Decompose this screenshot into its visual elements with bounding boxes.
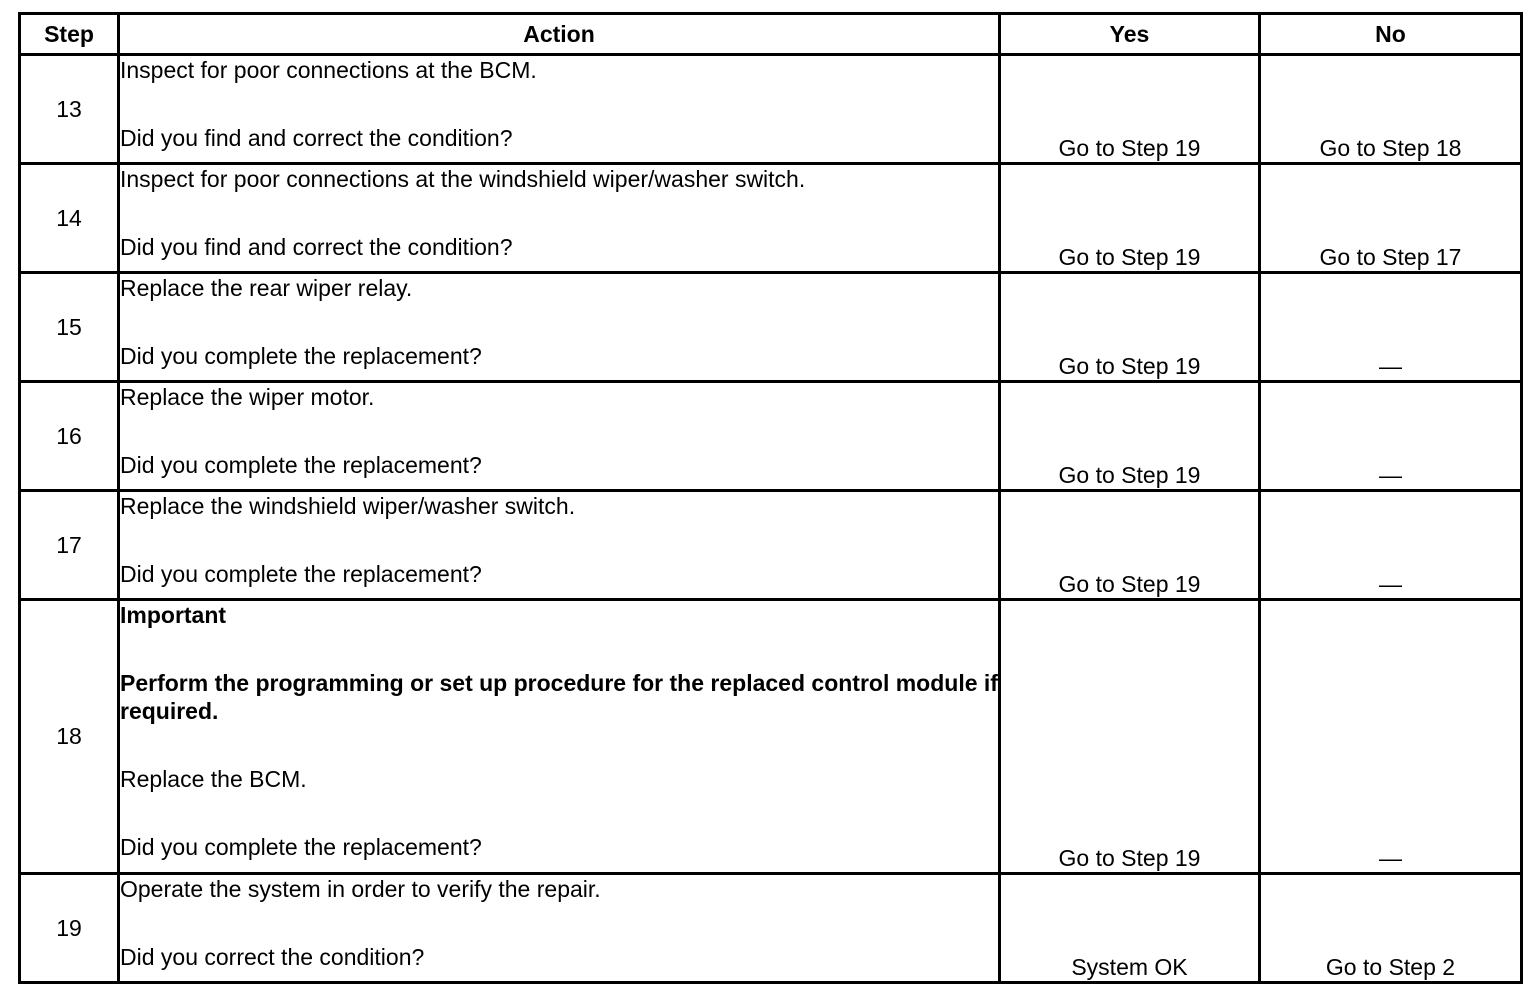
- no-result: —: [1260, 381, 1522, 490]
- action-instruction: Replace the wiper motor.: [120, 383, 375, 410]
- no-result: —: [1260, 599, 1522, 873]
- step-number: 13: [20, 55, 119, 164]
- action-instruction: Replace the BCM.: [120, 765, 307, 792]
- step-number: 17: [20, 490, 119, 599]
- table-row: [20, 490, 1522, 599]
- yes-result: Go to Step 19: [1000, 163, 1260, 272]
- table-row: [20, 163, 1522, 272]
- table-row: [20, 55, 1522, 164]
- yes-result: Go to Step 19: [1000, 490, 1260, 599]
- action-question: Did you correct the condition?: [120, 944, 425, 970]
- action-question: Did you complete the replacement?: [120, 833, 482, 860]
- action-cell: [119, 874, 1000, 983]
- header-step: Step: [20, 14, 119, 55]
- step-number: 16: [20, 381, 119, 490]
- action-cell: [119, 272, 1000, 381]
- yes-result: Go to Step 19: [1000, 55, 1260, 164]
- important-note: Perform the programming or set up procedure for the replaced control module if required.: [120, 669, 998, 724]
- yes-result: Go to Step 19: [1000, 272, 1260, 381]
- yes-result: System OK: [1000, 874, 1260, 983]
- table-row: [20, 874, 1522, 983]
- action-cell: [119, 490, 1000, 599]
- step-number: 19: [20, 874, 119, 983]
- action-cell: [119, 55, 1000, 164]
- no-result: Go to Step 2: [1260, 874, 1522, 983]
- action-question: Did you find and correct the condition?: [120, 125, 513, 151]
- header-row: [20, 14, 1522, 55]
- action-question: Did you complete the replacement?: [120, 342, 482, 369]
- no-result: Go to Step 17: [1260, 163, 1522, 272]
- action-question: Did you complete the replacement?: [120, 560, 482, 587]
- table-row: [20, 381, 1522, 490]
- no-result: —: [1260, 272, 1522, 381]
- action-instruction: Operate the system in order to verify the repair.: [120, 876, 601, 902]
- important-heading: Important: [120, 601, 227, 628]
- diagnostic-table: [18, 12, 1523, 984]
- header-action: Action: [119, 14, 1000, 55]
- header-yes: Yes: [1000, 14, 1260, 55]
- action-instruction: Inspect for poor connections at the windshield wiper/washer switch.: [120, 165, 806, 192]
- action-question: Did you find and correct the condition?: [120, 233, 513, 260]
- step-number: 14: [20, 163, 119, 272]
- header-no: No: [1260, 14, 1522, 55]
- action-cell: [119, 163, 1000, 272]
- no-result: Go to Step 18: [1260, 55, 1522, 164]
- action-instruction: Inspect for poor connections at the BCM.: [120, 57, 537, 83]
- action-question: Did you complete the replacement?: [120, 451, 482, 478]
- action-cell: [119, 381, 1000, 490]
- step-number: 15: [20, 272, 119, 381]
- action-cell: [119, 599, 1000, 873]
- table-row: [20, 272, 1522, 381]
- no-result: —: [1260, 490, 1522, 599]
- yes-result: Go to Step 19: [1000, 381, 1260, 490]
- step-number: 18: [20, 599, 119, 873]
- action-instruction: Replace the windshield wiper/washer switch.: [120, 492, 576, 519]
- table-row: [20, 599, 1522, 873]
- action-instruction: Replace the rear wiper relay.: [120, 274, 413, 301]
- yes-result: Go to Step 19: [1000, 599, 1260, 873]
